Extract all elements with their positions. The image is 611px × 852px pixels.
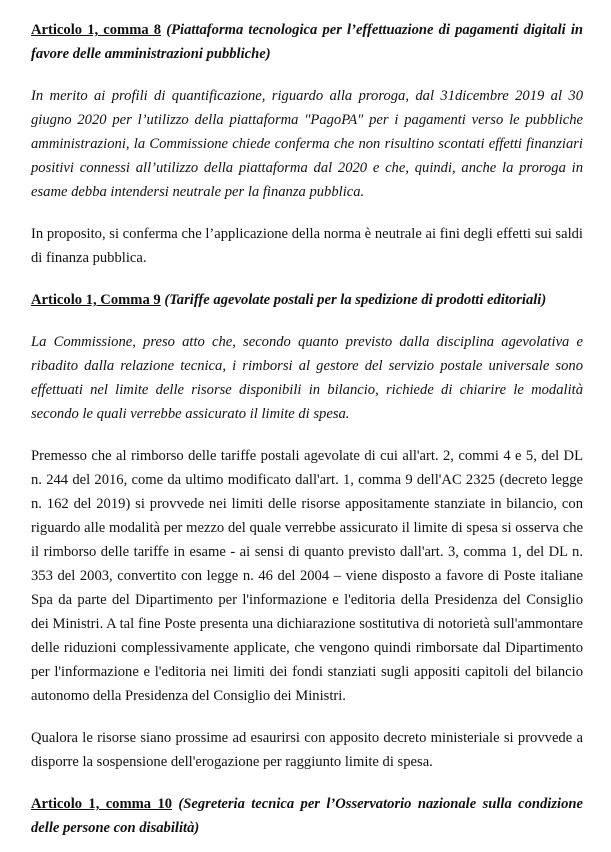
heading-title: (Tariffe agevolate postali per la spedizione di prodotti editoriali) — [164, 292, 547, 308]
commission-question: In merito ai profili di quantificazione, riguardo alla proroga, dal 31dicembre 2019 al 30 giugno 2020 per l’utilizzo della piattaforma "PagoPA" per i pagamenti verso le pubbliche amministrazioni, la Commissione chiede conferma che non risultino scontati effetti finanziari positivi connessi all’utilizzo della piattaforma dal 2020 e che, quindi, anche la proroga in esame debba intendersi neutrale per la finanza pubblica. — [31, 88, 583, 200]
government-answer-continued: Qualora le risorse siano prossime ad esaurirsi con apposito decreto ministeriale si provvede a disporre la sospensione dell'erogazione per raggiunto limite di spesa. — [31, 730, 583, 770]
heading-ref: Articolo 1, Comma 9 — [31, 292, 161, 308]
heading-ref: Articolo 1, comma 10 — [31, 796, 173, 812]
section-heading-comma-9 — [31, 288, 583, 312]
government-answer: Premesso che al rimborso delle tariffe postali agevolate di cui all'art. 2, commi 4 e 5, del DL n. 244 del 2016, come da ultimo modificato dall'art. 1, comma 9 dell'AC 2325 (decreto legge n. 162 del 2019) si provvede nei limiti delle risorse appositamente stanziate in bilancio, con riguardo alle modalità per mezzo del quale verrebbe assicurato il limite di spesa si osserva che il rimborso delle tariffe in esame - ai sensi di quanto previsto dall'art. 3, comma 1, del DL n. 353 del 2003, convertito con legge n. 46 del 2004 – viene disposto a favore di Poste italiane Spa da parte del Dipartimento per l'informazione e l'editoria della Presidenza del Consiglio dei Ministri. A tal fine Poste presenta una dichiarazione sostitutiva di notorietà sull'ammontare delle riduzioni complessivamente applicate, che vengono quindi rimborsate dal Dipartimento per l'informazione e l'editoria nei limiti dei fondi stanziati sugli appositi capitoli del bilancio autonomo della Presidenza del Consiglio dei Ministri. — [31, 448, 583, 704]
government-answer: In proposito, si conferma che l’applicazione della norma è neutrale ai fini degli effetti sui saldi di finanza pubblica. — [31, 226, 583, 266]
document-page — [31, 18, 583, 852]
heading-title: (Piattaforma tecnologica per l’effettuazione di pagamenti digitali in favore delle amministrazioni pubbliche) — [31, 22, 583, 62]
section-heading-comma-8 — [31, 18, 583, 66]
heading-title: (Segreteria tecnica per l’Osservatorio nazionale sulla condizione delle persone con disabilità) — [31, 796, 583, 836]
heading-ref: Articolo 1, comma 8 — [31, 22, 162, 38]
section-heading-comma-10 — [31, 792, 583, 840]
commission-question: La Commissione, preso atto che, secondo quanto previsto dalla disciplina agevolativa e ribadito dalla relazione tecnica, i rimborsi al gestore del servizio postale universale sono effettuati nel limite delle risorse disponibili in bilancio, richiede di chiarire le modalità secondo le quali verrebbe assicurato il limite di spesa. — [31, 334, 583, 422]
